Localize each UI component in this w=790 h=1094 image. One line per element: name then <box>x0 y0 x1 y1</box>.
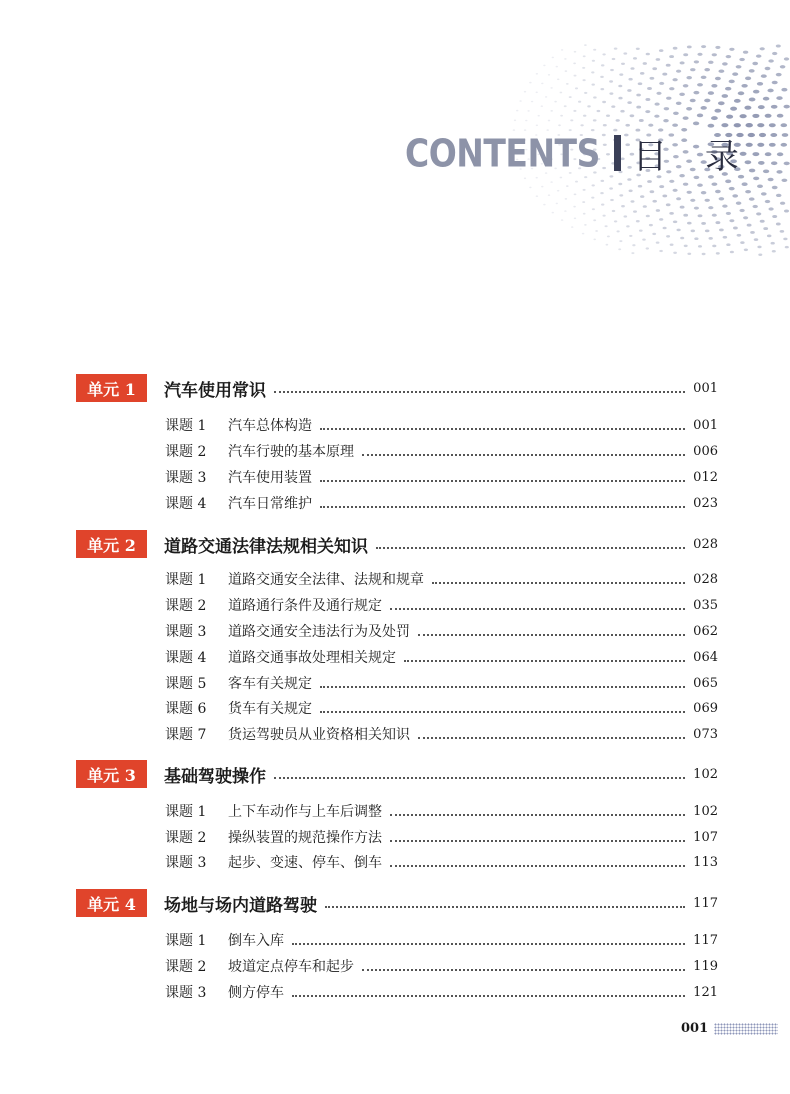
lesson-row[interactable] <box>165 929 718 951</box>
lesson-row[interactable] <box>165 440 718 462</box>
lesson-title: 起步、变速、停车、倒车 <box>228 855 382 871</box>
lesson-title: 汽车使用装置 <box>228 470 312 486</box>
lesson-title: 客车有关规定 <box>228 676 312 692</box>
dot-leader <box>325 905 685 908</box>
lesson-page: 001 <box>693 417 718 433</box>
dot-leader <box>320 710 685 713</box>
dot-leader <box>418 736 685 739</box>
lesson-page: 035 <box>693 597 718 613</box>
lesson-title: 货车有关规定 <box>228 701 312 717</box>
lesson-row[interactable] <box>165 672 718 694</box>
lesson-page: 113 <box>693 854 718 870</box>
lesson-number: 课题 4 <box>165 496 207 512</box>
lesson-row[interactable] <box>165 981 718 1003</box>
lesson-row[interactable] <box>165 826 718 848</box>
dot-leader <box>390 864 685 867</box>
lesson-row[interactable] <box>165 723 718 745</box>
lesson-title: 倒车入库 <box>228 933 284 949</box>
unit-title: 基础驾驶操作 <box>164 766 266 787</box>
dot-leader <box>274 390 685 393</box>
lesson-number: 课题 2 <box>165 830 207 846</box>
lesson-title: 操纵装置的规范操作方法 <box>228 830 382 846</box>
lesson-page: 012 <box>693 469 718 485</box>
lesson-number: 课题 7 <box>165 727 207 743</box>
lesson-number: 课题 2 <box>165 959 207 975</box>
unit-badge: 单元 3 <box>76 760 147 788</box>
unit-title: 汽车使用常识 <box>164 380 266 401</box>
lesson-title: 道路通行条件及通行规定 <box>228 598 382 614</box>
lesson-page: 069 <box>693 700 718 716</box>
lesson-row[interactable] <box>165 594 718 616</box>
dot-leader <box>274 776 685 779</box>
dot-leader <box>292 994 685 997</box>
lesson-page: 065 <box>693 675 718 691</box>
lesson-number: 课题 2 <box>165 444 207 460</box>
lesson-row[interactable] <box>165 466 718 488</box>
lesson-number: 课题 1 <box>165 572 207 588</box>
dot-leader <box>390 839 685 842</box>
lesson-page: 117 <box>693 932 718 948</box>
dot-leader <box>362 453 685 456</box>
dot-leader <box>404 659 685 662</box>
unit-4-row[interactable] <box>76 889 718 917</box>
lesson-number: 课题 3 <box>165 855 207 871</box>
lesson-page: 121 <box>693 984 718 1000</box>
unit-page: 102 <box>693 766 718 782</box>
lesson-title: 道路交通安全违法行为及处罚 <box>228 624 410 640</box>
unit-3-row[interactable] <box>76 760 718 788</box>
dot-leader <box>362 968 685 971</box>
mulu-title: 目录 <box>632 136 777 177</box>
dot-leader <box>432 581 685 584</box>
lesson-number: 课题 1 <box>165 804 207 820</box>
unit-badge: 单元 1 <box>76 374 147 402</box>
lesson-page: 073 <box>693 726 718 742</box>
lesson-page: 064 <box>693 649 718 665</box>
unit-badge: 单元 4 <box>76 889 147 917</box>
lesson-row[interactable] <box>165 697 718 719</box>
dot-leader <box>320 505 685 508</box>
unit-title: 道路交通法律法规相关知识 <box>164 536 368 557</box>
lesson-title: 侧方停车 <box>228 985 284 1001</box>
lesson-page: 023 <box>693 495 718 511</box>
lesson-page: 107 <box>693 829 718 845</box>
lesson-page: 119 <box>693 958 718 974</box>
dot-leader <box>320 479 685 482</box>
dot-leader <box>376 546 685 549</box>
lesson-number: 课题 3 <box>165 624 207 640</box>
unit-page: 001 <box>693 380 718 396</box>
lesson-row[interactable] <box>165 800 718 822</box>
header-divider-bar <box>614 135 621 171</box>
dot-leader <box>320 685 685 688</box>
lesson-title: 货运驾驶员从业资格相关知识 <box>228 727 410 743</box>
lesson-row[interactable] <box>165 568 718 590</box>
lesson-number: 课题 2 <box>165 598 207 614</box>
lesson-title: 坡道定点停车和起步 <box>228 959 354 975</box>
lesson-title: 汽车总体构造 <box>228 418 312 434</box>
dot-leader <box>390 607 685 610</box>
unit-page: 028 <box>693 536 718 552</box>
contents-word: CONTENTS <box>405 130 600 176</box>
lesson-row[interactable] <box>165 955 718 977</box>
lesson-page: 102 <box>693 803 718 819</box>
lesson-title: 上下车动作与上车后调整 <box>228 804 382 820</box>
lesson-row[interactable] <box>165 620 718 642</box>
dot-leader <box>292 942 685 945</box>
lesson-page: 028 <box>693 571 718 587</box>
page-number: 001 <box>681 1021 709 1036</box>
lesson-page: 006 <box>693 443 718 459</box>
lesson-title: 汽车日常维护 <box>228 496 312 512</box>
page-footer <box>681 1021 778 1036</box>
unit-2-row[interactable] <box>76 530 718 558</box>
lesson-number: 课题 6 <box>165 701 207 717</box>
footer-dot-pattern <box>714 1023 778 1035</box>
dot-leader <box>418 633 685 636</box>
lesson-row[interactable] <box>165 492 718 514</box>
lesson-page: 062 <box>693 623 718 639</box>
lesson-row[interactable] <box>165 646 718 668</box>
lesson-title: 汽车行驶的基本原理 <box>228 444 354 460</box>
lesson-title: 道路交通事故处理相关规定 <box>228 650 396 666</box>
contents-header <box>405 128 777 178</box>
unit-badge: 单元 2 <box>76 530 147 558</box>
lesson-row[interactable] <box>165 851 718 873</box>
lesson-number: 课题 1 <box>165 933 207 949</box>
unit-1-row[interactable] <box>76 374 718 402</box>
lesson-title: 道路交通安全法律、法规和规章 <box>228 572 424 588</box>
dot-leader <box>320 427 685 430</box>
lesson-number: 课题 3 <box>165 470 207 486</box>
lesson-row[interactable] <box>165 414 718 436</box>
lesson-number: 课题 5 <box>165 676 207 692</box>
lesson-number: 课题 1 <box>165 418 207 434</box>
dot-leader <box>390 813 685 816</box>
unit-title: 场地与场内道路驾驶 <box>164 895 317 916</box>
lesson-number: 课题 3 <box>165 985 207 1001</box>
unit-page: 117 <box>693 895 718 911</box>
lesson-number: 课题 4 <box>165 650 207 666</box>
